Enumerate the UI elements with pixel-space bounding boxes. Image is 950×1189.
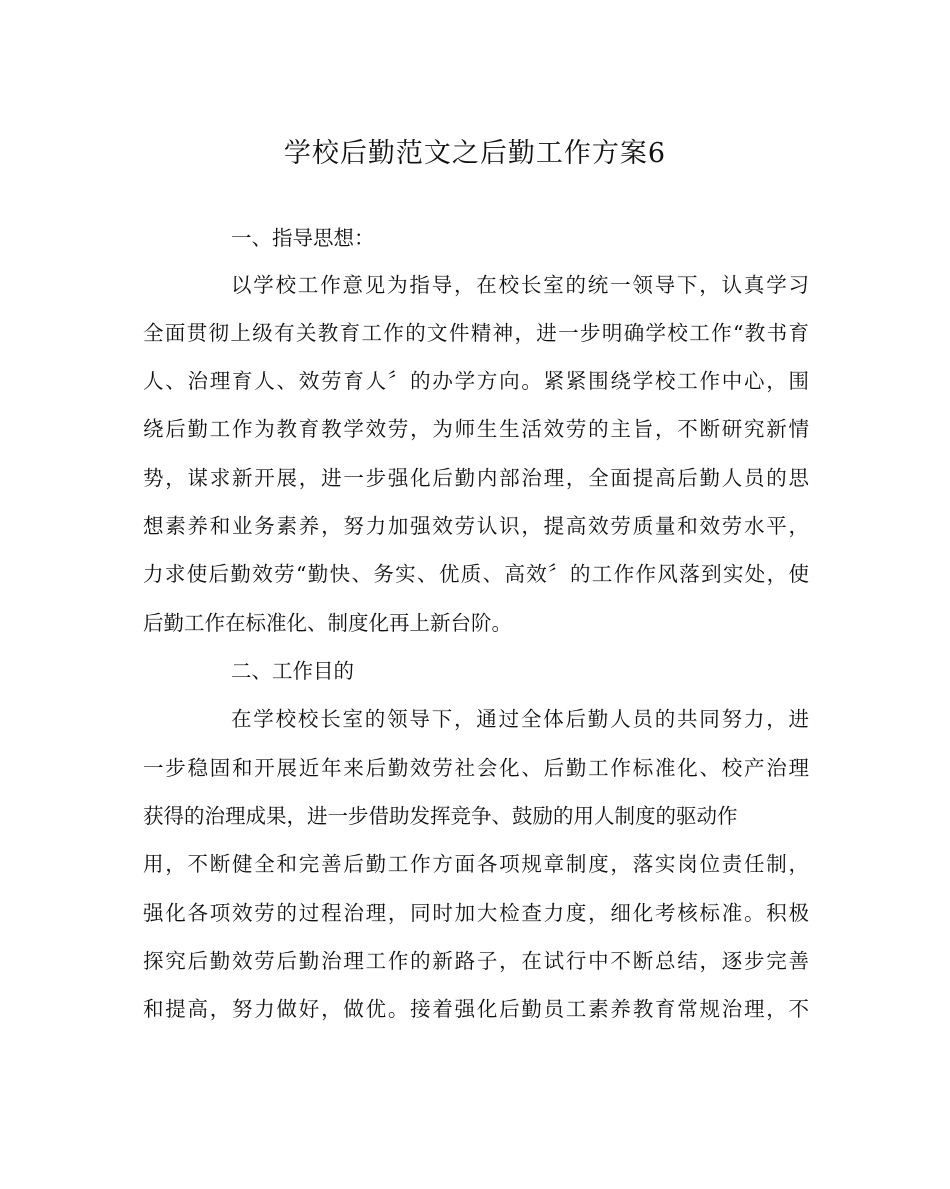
body-text-line: 和提高，努力做好，做优。接着强化后勤员工素养教育常规治理，不: [143, 997, 809, 1021]
body-text-line: 势，谋求新开展，进一步强化后勤内部治理，全面提高后勤人员的思: [143, 466, 809, 490]
body-text-line: 后勤工作在标准化、制度化再上新台阶。: [143, 611, 512, 635]
body-text-line: 绕后勤工作为教育教学效劳，为师生生活效劳的主旨，不断研究新情: [143, 417, 809, 441]
body-text-line: 一步稳固和开展近年来后勤效劳社会化、后勤工作标准化、校产治理: [143, 756, 809, 780]
section-heading-work-goals: 二、工作目的: [231, 659, 354, 683]
body-text-line: 强化各项效劳的过程治理，同时加大检查力度，细化考核标准。积极: [143, 901, 809, 925]
body-text-line: 用，不断健全和完善后勤工作方面各项规章制度，落实岗位责任制，: [143, 852, 809, 876]
body-text-line: 探究后勤效劳后勤治理工作的新路子，在试行中不断总结，逐步完善: [143, 949, 809, 973]
body-text-line: 获得的治理成果，进一步借助发挥竞争、鼓励的用人制度的驱动作: [143, 804, 738, 828]
body-text-line: 想素养和业务素养，努力加强效劳认识，提高效劳质量和效劳水平，: [143, 514, 809, 538]
document-title: 学校后勤范文之后勤工作方案6: [283, 138, 667, 169]
body-text-line: 以学校工作意见为指导，在校长室的统一领导下，认真学习: [231, 273, 809, 297]
body-text-line: 力求使后勤效劳“勤快、务实、优质、高效〞的工作作风落到实处，使: [143, 562, 809, 586]
section-heading-guiding-ideology: 一、指导思想：: [231, 226, 375, 250]
body-text-line: 全面贯彻上级有关教育工作的文件精神，进一步明确学校工作“教书育: [143, 321, 809, 345]
body-text-line: 人、治理育人、效劳育人〞的办学方向。紧紧围绕学校工作中心，围: [143, 369, 809, 393]
body-text-line: 在学校校长室的领导下，通过全体后勤人员的共同努力，进: [231, 707, 809, 731]
